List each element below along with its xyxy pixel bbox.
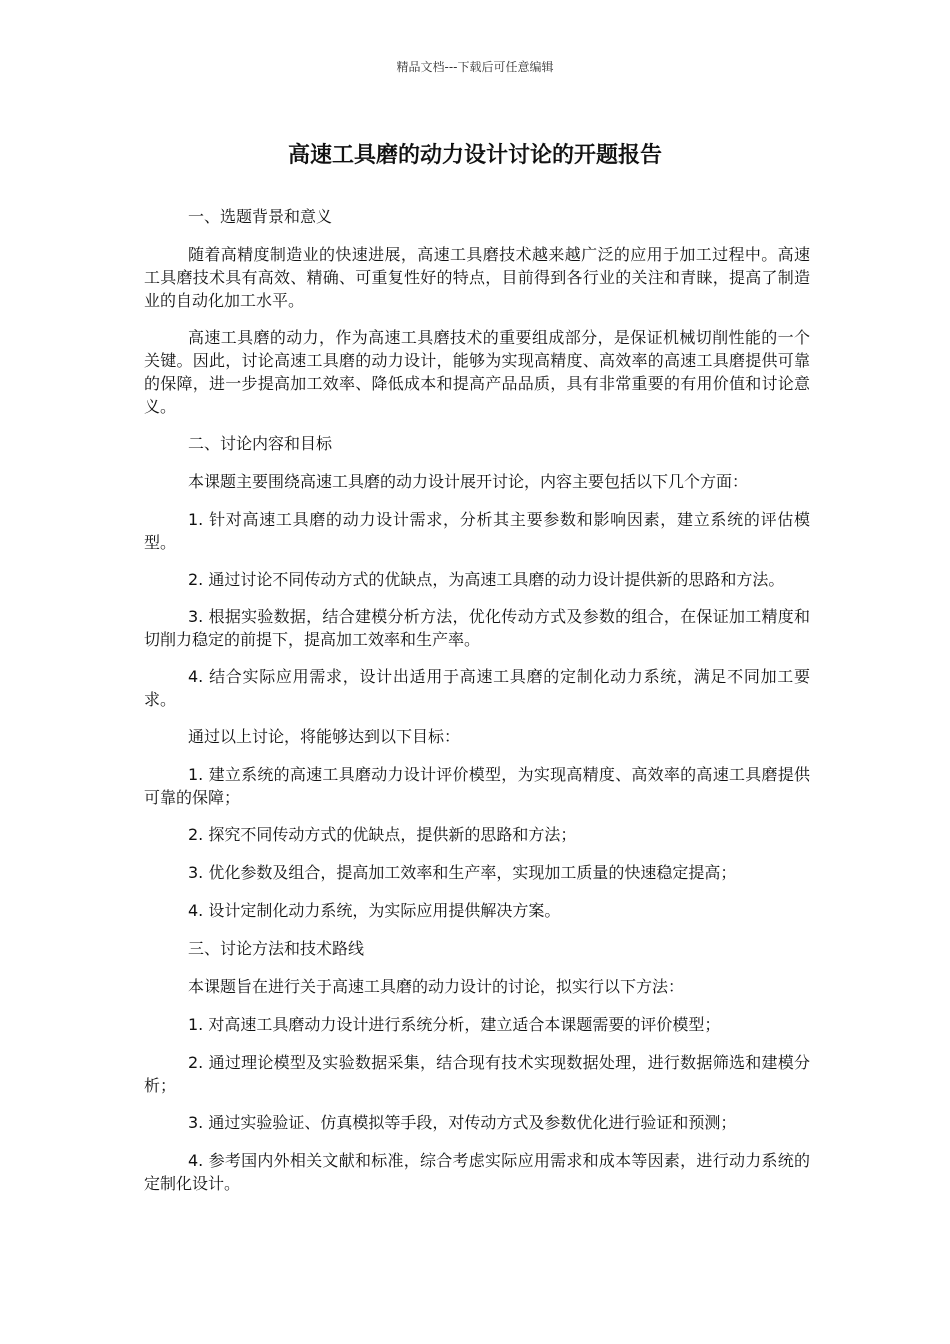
content-item-4: 4. 结合实际应用需求，设计出适用于高速工具磨的定制化动力系统，满足不同加工要求。: [144, 667, 810, 709]
paragraph-content-intro: 本课题主要围绕高速工具磨的动力设计展开讨论，内容主要包括以下几个方面：: [188, 472, 749, 491]
goal-item-1: 1. 建立系统的高速工具磨动力设计评价模型，为实现高精度、高效率的高速工具磨提供可靠的保障；: [144, 765, 810, 807]
section-heading-content: 二、讨论内容和目标: [188, 434, 333, 453]
content-item-2: 2. 通过讨论不同传动方式的优缺点，为高速工具磨的动力设计提供新的思路和方法。: [188, 570, 785, 589]
method-item-4: 4. 参考国内外相关文献和标准，综合考虑实际应用需求和成本等因素，进行动力系统的定制化设计。: [144, 1151, 810, 1193]
goal-item-3: 3. 优化参数及组合，提高加工效率和生产率，实现加工质量的快速稳定提高；: [188, 863, 737, 882]
header-note: 精品文档---下载后可任意编辑: [396, 60, 554, 74]
paragraph-significance: 高速工具磨的动力，作为高速工具磨技术的重要组成部分，是保证机械切削性能的一个关键。因此，讨论高速工具磨的动力设计，能够为实现高精度、高效率的高速工具磨提供可靠的保障，进一步提高加工效率、降低成本和提高产品品质，具有非常重要的有用价值和讨论意义。: [144, 328, 810, 416]
goal-item-4: 4. 设计定制化动力系统，为实际应用提供解决方案。: [188, 901, 561, 920]
paragraph-goals-intro: 通过以上讨论，将能够达到以下目标：: [188, 727, 461, 746]
content-item-1: 1. 针对高速工具磨的动力设计需求，分析其主要参数和影响因素，建立系统的评估模型。: [144, 510, 810, 552]
method-item-3: 3. 通过实验验证、仿真模拟等手段，对传动方式及参数优化进行验证和预测；: [188, 1113, 737, 1132]
goal-item-2: 2. 探究不同传动方式的优缺点，提供新的思路和方法；: [188, 825, 577, 844]
content-item-3: 3. 根据实验数据，结合建模分析方法，优化传动方式及参数的组合，在保证加工精度和切削力稳定的前提下，提高加工效率和生产率。: [144, 607, 810, 649]
section-heading-methods: 三、讨论方法和技术路线: [188, 939, 365, 958]
section-heading-background: 一、选题背景和意义: [188, 207, 333, 226]
paragraph-background: 随着高精度制造业的快速进展，高速工具磨技术越来越广泛的应用于加工过程中。高速工具磨技术具有高效、精确、可重复性好的特点，目前得到各行业的关注和青睐，提高了制造业的自动化加工水平。: [144, 245, 810, 310]
document-title: 高速工具磨的动力设计讨论的开题报告: [287, 143, 662, 168]
document-body: [144, 205, 810, 1209]
method-item-2: 2. 通过理论模型及实验数据采集，结合现有技术实现数据处理，进行数据筛选和建模分析；: [144, 1053, 810, 1095]
method-item-1: 1. 对高速工具磨动力设计进行系统分析，建立适合本课题需要的评价模型；: [188, 1015, 721, 1034]
paragraph-methods-intro: 本课题旨在进行关于高速工具磨的动力设计的讨论，拟实行以下方法：: [188, 977, 685, 996]
